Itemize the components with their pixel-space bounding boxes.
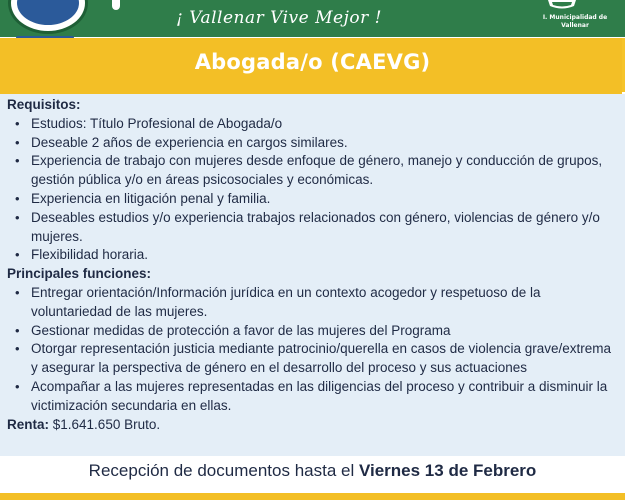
deadline-notice — [0, 461, 625, 481]
functions-heading: Principales funciones: — [7, 266, 152, 282]
job-title: Abogada/o (CAEVG) — [194, 50, 431, 74]
header-decoration — [112, 0, 120, 10]
slogan: ¡ Vallenar Vive Mejor ! — [176, 8, 382, 28]
function-item: • Gestionar medidas de protección a favor de las mujeres del Programa — [7, 322, 619, 341]
title-band — [0, 38, 625, 94]
requirement-item: • Deseables estudios y/o experiencia trabajos relacionados con género, violencias de género y/o mujeres. — [7, 209, 619, 247]
functions-list — [7, 284, 619, 416]
function-item: • Otorgar representación justicia mediante patrocinio/querella en casos de violencia grave/extrema y asegurar la perspectiva de género en el desarrollo del proceso y sus actuaciones — [7, 340, 619, 378]
deadline-date: Viernes 13 de Febrero — [358, 461, 537, 480]
function-item: • Acompañar a las mujeres representadas en las diligencias del proceso y contribuir a disminuir la victimización secundaria en ellas. — [7, 378, 619, 416]
bottom-bar — [0, 493, 625, 500]
salary-value: $1.641.650 Bruto. — [49, 416, 161, 432]
omil-logo — [8, 0, 88, 34]
requirement-item: • Experiencia de trabajo con mujeres desde enfoque de género, manejo y conducción de grupos, gestión pública y/o en áreas psicosociales y económicas. — [7, 152, 619, 190]
requirement-item: • Estudios: Título Profesional de Abogada/o — [7, 115, 619, 134]
requirement-item: • Deseable 2 años de experiencia en cargos similares. — [7, 134, 619, 153]
salary-line — [7, 416, 619, 435]
job-details — [7, 96, 619, 434]
municipality-name: I. Municipalidad de Vallenar — [542, 14, 608, 29]
deadline-text: Recepción de documentos hasta el — [88, 461, 359, 480]
requirement-item: • Flexibilidad horaria. — [7, 246, 619, 265]
header-band — [0, 0, 625, 37]
content-panel — [0, 94, 625, 456]
requirements-list — [7, 115, 619, 265]
municipality-emblem-icon — [546, 0, 578, 12]
requirement-item: • Experiencia en litigación penal y familia. — [7, 190, 619, 209]
omil-logo-inner — [17, 0, 79, 25]
salary-label: Renta: — [7, 416, 50, 432]
requirements-heading: Requisitos: — [7, 97, 81, 112]
function-item: • Entregar orientación/Información jurídica en un contexto acogedor y respetuoso de la voluntariedad de las mujeres. — [7, 284, 619, 322]
